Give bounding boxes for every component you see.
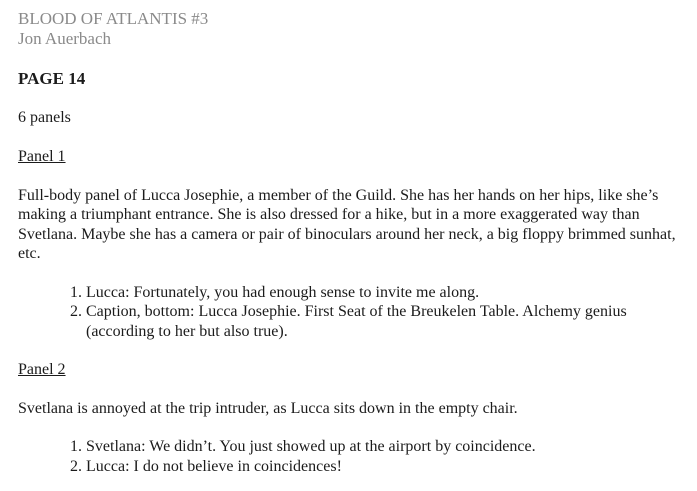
script-line: 1. Lucca: Fortunately, you had enough sense to invite me along. — [86, 283, 677, 303]
panel-section-1 — [18, 147, 677, 341]
document-header — [18, 9, 677, 49]
panel-1-heading: Panel 1 — [18, 148, 66, 165]
panel-count: 6 panels — [18, 108, 71, 126]
panel-1-script-lines — [18, 283, 677, 342]
panel-2-heading: Panel 2 — [18, 361, 66, 378]
panel-section-2 — [18, 360, 677, 476]
document-author: Jon Auerbach — [18, 29, 112, 48]
page-heading: PAGE 14 — [18, 69, 86, 88]
script-line: 1. Svetlana: We didn’t. You just showed up at the airport by coincidence. — [86, 437, 677, 457]
panel-1-description: Full-body panel of Lucca Josephie, a member of the Guild. She has her hands on her hips, like she’s making a triumphant entrance. She is also dressed for a hike, but in a more exaggerated way than Svetlana. Maybe she has a camera or pair of binoculars around her neck, a big floppy brimmed sunhat, etc. — [18, 186, 676, 262]
document-title: BLOOD OF ATLANTIS #3 — [18, 9, 209, 28]
panel-2-script-lines — [18, 437, 677, 476]
script-line: 2. Lucca: I do not believe in coincidences! — [86, 457, 677, 477]
panel-2-description: Svetlana is annoyed at the trip intruder, as Lucca sits down in the empty chair. — [18, 399, 518, 417]
script-line: 2. Caption, bottom: Lucca Josephie. First Seat of the Breukelen Table. Alchemy genius (according to her but also true). — [86, 302, 677, 341]
